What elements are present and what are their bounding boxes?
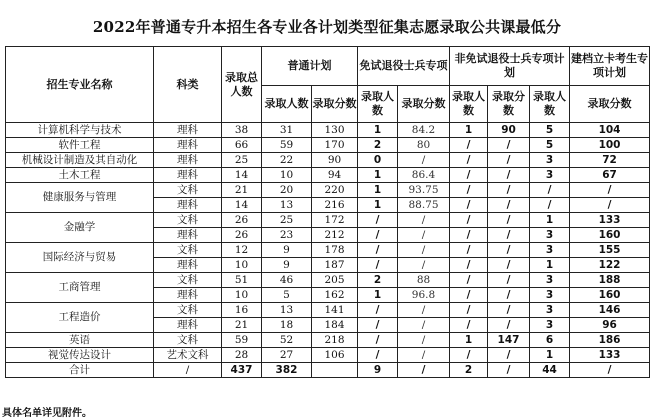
cell-value: 27 [262, 348, 312, 363]
cell-value: / [488, 243, 530, 258]
cell-value: 187 [312, 258, 358, 273]
cell-value: 46 [262, 273, 312, 288]
header-non-exempt: 非免试退役士兵专项计划 [450, 47, 570, 86]
cell-major: 土木工程 [6, 168, 154, 183]
cell-value: 3 [530, 273, 570, 288]
cell-value: / [570, 198, 650, 213]
cell-value: 21 [222, 318, 262, 333]
cell-value: 31 [262, 123, 312, 138]
cell-value: 6 [530, 333, 570, 348]
cell-category: 理科 [154, 198, 222, 213]
cell-value: 25 [222, 153, 262, 168]
cell-value: 90 [312, 153, 358, 168]
cell-value: 84.2 [398, 123, 450, 138]
cell-value: / [358, 213, 398, 228]
footnote: 具体名单详见附件。 [2, 408, 92, 419]
cell-value: / [398, 303, 450, 318]
cell-value: 9 [262, 243, 312, 258]
table-row [6, 348, 650, 363]
table-row [6, 168, 650, 183]
cell-value: 1 [530, 213, 570, 228]
cell-value: 1 [450, 123, 488, 138]
cell-value: 10 [222, 288, 262, 303]
cell-value: 80 [398, 138, 450, 153]
total-cell [312, 363, 358, 378]
cell-value: / [398, 243, 450, 258]
cell-value: 5 [262, 288, 312, 303]
cell-value: / [398, 333, 450, 348]
cell-value: 100 [570, 138, 650, 153]
cell-value: / [488, 183, 530, 198]
cell-value: / [488, 318, 530, 333]
cell-value: 1 [530, 258, 570, 273]
cell-value: / [488, 258, 530, 273]
cell-value: 133 [570, 213, 650, 228]
header-plan-count: 录取人数 [262, 86, 312, 123]
cell-value: / [570, 183, 650, 198]
cell-value: 1 [358, 168, 398, 183]
cell-value: 23 [262, 228, 312, 243]
cell-value: / [358, 303, 398, 318]
cell-value: 25 [262, 213, 312, 228]
cell-value: 22 [262, 153, 312, 168]
header-major: 招生专业名称 [6, 47, 154, 123]
total-cell: / [570, 363, 650, 378]
admission-table [5, 46, 650, 378]
cell-category: 理科 [154, 153, 222, 168]
cell-category: 理科 [154, 138, 222, 153]
total-cell: / [154, 363, 222, 378]
cell-value: 1 [530, 348, 570, 363]
cell-value: / [530, 183, 570, 198]
cell-major: 工程造价 [6, 303, 154, 333]
cell-value: / [450, 348, 488, 363]
total-label: 合计 [6, 363, 154, 378]
cell-value: / [358, 333, 398, 348]
cell-value: / [358, 228, 398, 243]
cell-value: / [488, 348, 530, 363]
cell-major: 国际经济与贸易 [6, 243, 154, 273]
cell-value: 14 [222, 168, 262, 183]
cell-value: / [450, 183, 488, 198]
table-row [6, 213, 650, 228]
header-recordcard-count: 录取人数 [530, 86, 570, 123]
cell-category: 理科 [154, 288, 222, 303]
cell-value: / [488, 303, 530, 318]
cell-value: / [530, 198, 570, 213]
cell-value: / [398, 258, 450, 273]
header-veteran-count: 录取人数 [358, 86, 398, 123]
cell-value: / [450, 138, 488, 153]
cell-value: / [450, 168, 488, 183]
cell-value: 51 [222, 273, 262, 288]
cell-value: / [488, 273, 530, 288]
cell-value: / [450, 303, 488, 318]
cell-major: 健康服务与管理 [6, 183, 154, 213]
cell-value: 3 [530, 288, 570, 303]
cell-value: 12 [222, 243, 262, 258]
cell-major: 视觉传达设计 [6, 348, 154, 363]
cell-value: / [398, 318, 450, 333]
cell-value: 3 [530, 243, 570, 258]
header-nonexempt-count: 录取人数 [450, 86, 488, 123]
cell-value: 3 [530, 318, 570, 333]
cell-value: / [488, 288, 530, 303]
cell-value: 184 [312, 318, 358, 333]
cell-value: / [358, 258, 398, 273]
cell-value: 5 [530, 138, 570, 153]
table-row [6, 333, 650, 348]
cell-value: 3 [530, 303, 570, 318]
cell-category: 艺术文科 [154, 348, 222, 363]
cell-value: / [450, 288, 488, 303]
cell-value: 218 [312, 333, 358, 348]
cell-value: 0 [358, 153, 398, 168]
cell-value: 10 [222, 258, 262, 273]
cell-value: / [488, 213, 530, 228]
cell-category: 文科 [154, 303, 222, 318]
cell-value: 104 [570, 123, 650, 138]
cell-value: 16 [222, 303, 262, 318]
cell-category: 文科 [154, 213, 222, 228]
cell-value: 2 [358, 273, 398, 288]
cell-value: 21 [222, 183, 262, 198]
cell-value: 1 [358, 183, 398, 198]
cell-category: 文科 [154, 243, 222, 258]
table-row [6, 138, 650, 153]
total-cell: / [398, 363, 450, 378]
cell-value: 162 [312, 288, 358, 303]
cell-value: 1 [358, 288, 398, 303]
header-recordcard-score: 录取分数 [570, 86, 650, 123]
header-veteran: 免试退役士兵专项 [358, 47, 450, 86]
cell-value: 14 [222, 198, 262, 213]
cell-value: 160 [570, 228, 650, 243]
table-row [6, 123, 650, 138]
cell-major: 计算机科学与技术 [6, 123, 154, 138]
cell-value: / [488, 198, 530, 213]
cell-value: 220 [312, 183, 358, 198]
cell-value: 216 [312, 198, 358, 213]
cell-major: 金融学 [6, 213, 154, 243]
cell-value: 13 [262, 303, 312, 318]
cell-value: 26 [222, 213, 262, 228]
cell-value: 38 [222, 123, 262, 138]
cell-value: 10 [262, 168, 312, 183]
cell-value: 178 [312, 243, 358, 258]
cell-value: / [488, 153, 530, 168]
header-plan-score: 录取分数 [312, 86, 358, 123]
page-title: 2022年普通专升本招生各专业各计划类型征集志愿录取公共课最低分 [92, 18, 562, 36]
cell-value: / [450, 258, 488, 273]
cell-major: 英语 [6, 333, 154, 348]
cell-value: 96.8 [398, 288, 450, 303]
cell-value: 67 [570, 168, 650, 183]
cell-value: / [398, 213, 450, 228]
cell-category: 理科 [154, 258, 222, 273]
cell-value: 160 [570, 288, 650, 303]
cell-value: 28 [222, 348, 262, 363]
cell-value: 72 [570, 153, 650, 168]
cell-value: 2 [358, 138, 398, 153]
cell-value: / [450, 228, 488, 243]
cell-value: / [450, 243, 488, 258]
cell-value: 13 [262, 198, 312, 213]
cell-value: 88 [398, 273, 450, 288]
total-cell: 9 [358, 363, 398, 378]
cell-category: 理科 [154, 228, 222, 243]
cell-value: 90 [488, 123, 530, 138]
cell-value: 66 [222, 138, 262, 153]
cell-value: / [450, 318, 488, 333]
cell-value: 133 [570, 348, 650, 363]
cell-value: 94 [312, 168, 358, 183]
cell-value: / [488, 138, 530, 153]
cell-value: / [488, 228, 530, 243]
table-row [6, 153, 650, 168]
cell-category: 文科 [154, 273, 222, 288]
table-body [6, 123, 650, 378]
header-total: 录取总人数 [222, 47, 262, 123]
cell-value: 59 [222, 333, 262, 348]
cell-value: / [450, 213, 488, 228]
cell-value: 9 [262, 258, 312, 273]
cell-value: / [358, 348, 398, 363]
cell-value: 146 [570, 303, 650, 318]
cell-value: 130 [312, 123, 358, 138]
cell-value: 26 [222, 228, 262, 243]
table-row [6, 243, 650, 258]
cell-value: 122 [570, 258, 650, 273]
cell-value: 3 [530, 153, 570, 168]
cell-value: 106 [312, 348, 358, 363]
cell-category: 理科 [154, 318, 222, 333]
cell-value: 147 [488, 333, 530, 348]
total-row [6, 363, 650, 378]
cell-value: 170 [312, 138, 358, 153]
cell-major: 机械设计制造及其自动化 [6, 153, 154, 168]
cell-value: / [450, 198, 488, 213]
cell-value: 20 [262, 183, 312, 198]
total-cell: 44 [530, 363, 570, 378]
cell-category: 理科 [154, 168, 222, 183]
total-cell: 437 [222, 363, 262, 378]
cell-value: 59 [262, 138, 312, 153]
cell-major: 工商管理 [6, 273, 154, 303]
cell-value: 96 [570, 318, 650, 333]
table-row [6, 273, 650, 288]
cell-value: 93.75 [398, 183, 450, 198]
cell-value: 1 [358, 123, 398, 138]
cell-value: / [450, 273, 488, 288]
cell-value: / [488, 168, 530, 183]
cell-category: 文科 [154, 183, 222, 198]
cell-major: 软件工程 [6, 138, 154, 153]
header-veteran-score: 录取分数 [398, 86, 450, 123]
cell-value: 186 [570, 333, 650, 348]
cell-value: 86.4 [398, 168, 450, 183]
cell-value: / [450, 153, 488, 168]
cell-category: 理科 [154, 123, 222, 138]
cell-value: 205 [312, 273, 358, 288]
header-nonexempt-score: 录取分数 [488, 86, 530, 123]
cell-value: 18 [262, 318, 312, 333]
total-cell: 382 [262, 363, 312, 378]
header-record-card: 建档立卡考生专项计划 [570, 47, 650, 86]
cell-value: / [398, 228, 450, 243]
cell-value: 3 [530, 168, 570, 183]
total-cell: / [488, 363, 530, 378]
cell-value: 52 [262, 333, 312, 348]
cell-value: 88.75 [398, 198, 450, 213]
cell-value: / [358, 243, 398, 258]
header-plan: 普通计划 [262, 47, 358, 86]
header-category: 科类 [154, 47, 222, 123]
cell-value: 188 [570, 273, 650, 288]
cell-value: 5 [530, 123, 570, 138]
cell-value: 141 [312, 303, 358, 318]
cell-value: / [398, 153, 450, 168]
table-row [6, 303, 650, 318]
cell-category: 文科 [154, 333, 222, 348]
cell-value: 1 [450, 333, 488, 348]
cell-value: 1 [358, 198, 398, 213]
cell-value: 212 [312, 228, 358, 243]
cell-value: 172 [312, 213, 358, 228]
total-cell: 2 [450, 363, 488, 378]
cell-value: 3 [530, 228, 570, 243]
table-row [6, 183, 650, 198]
cell-value: / [398, 348, 450, 363]
cell-value: / [358, 318, 398, 333]
cell-value: 155 [570, 243, 650, 258]
